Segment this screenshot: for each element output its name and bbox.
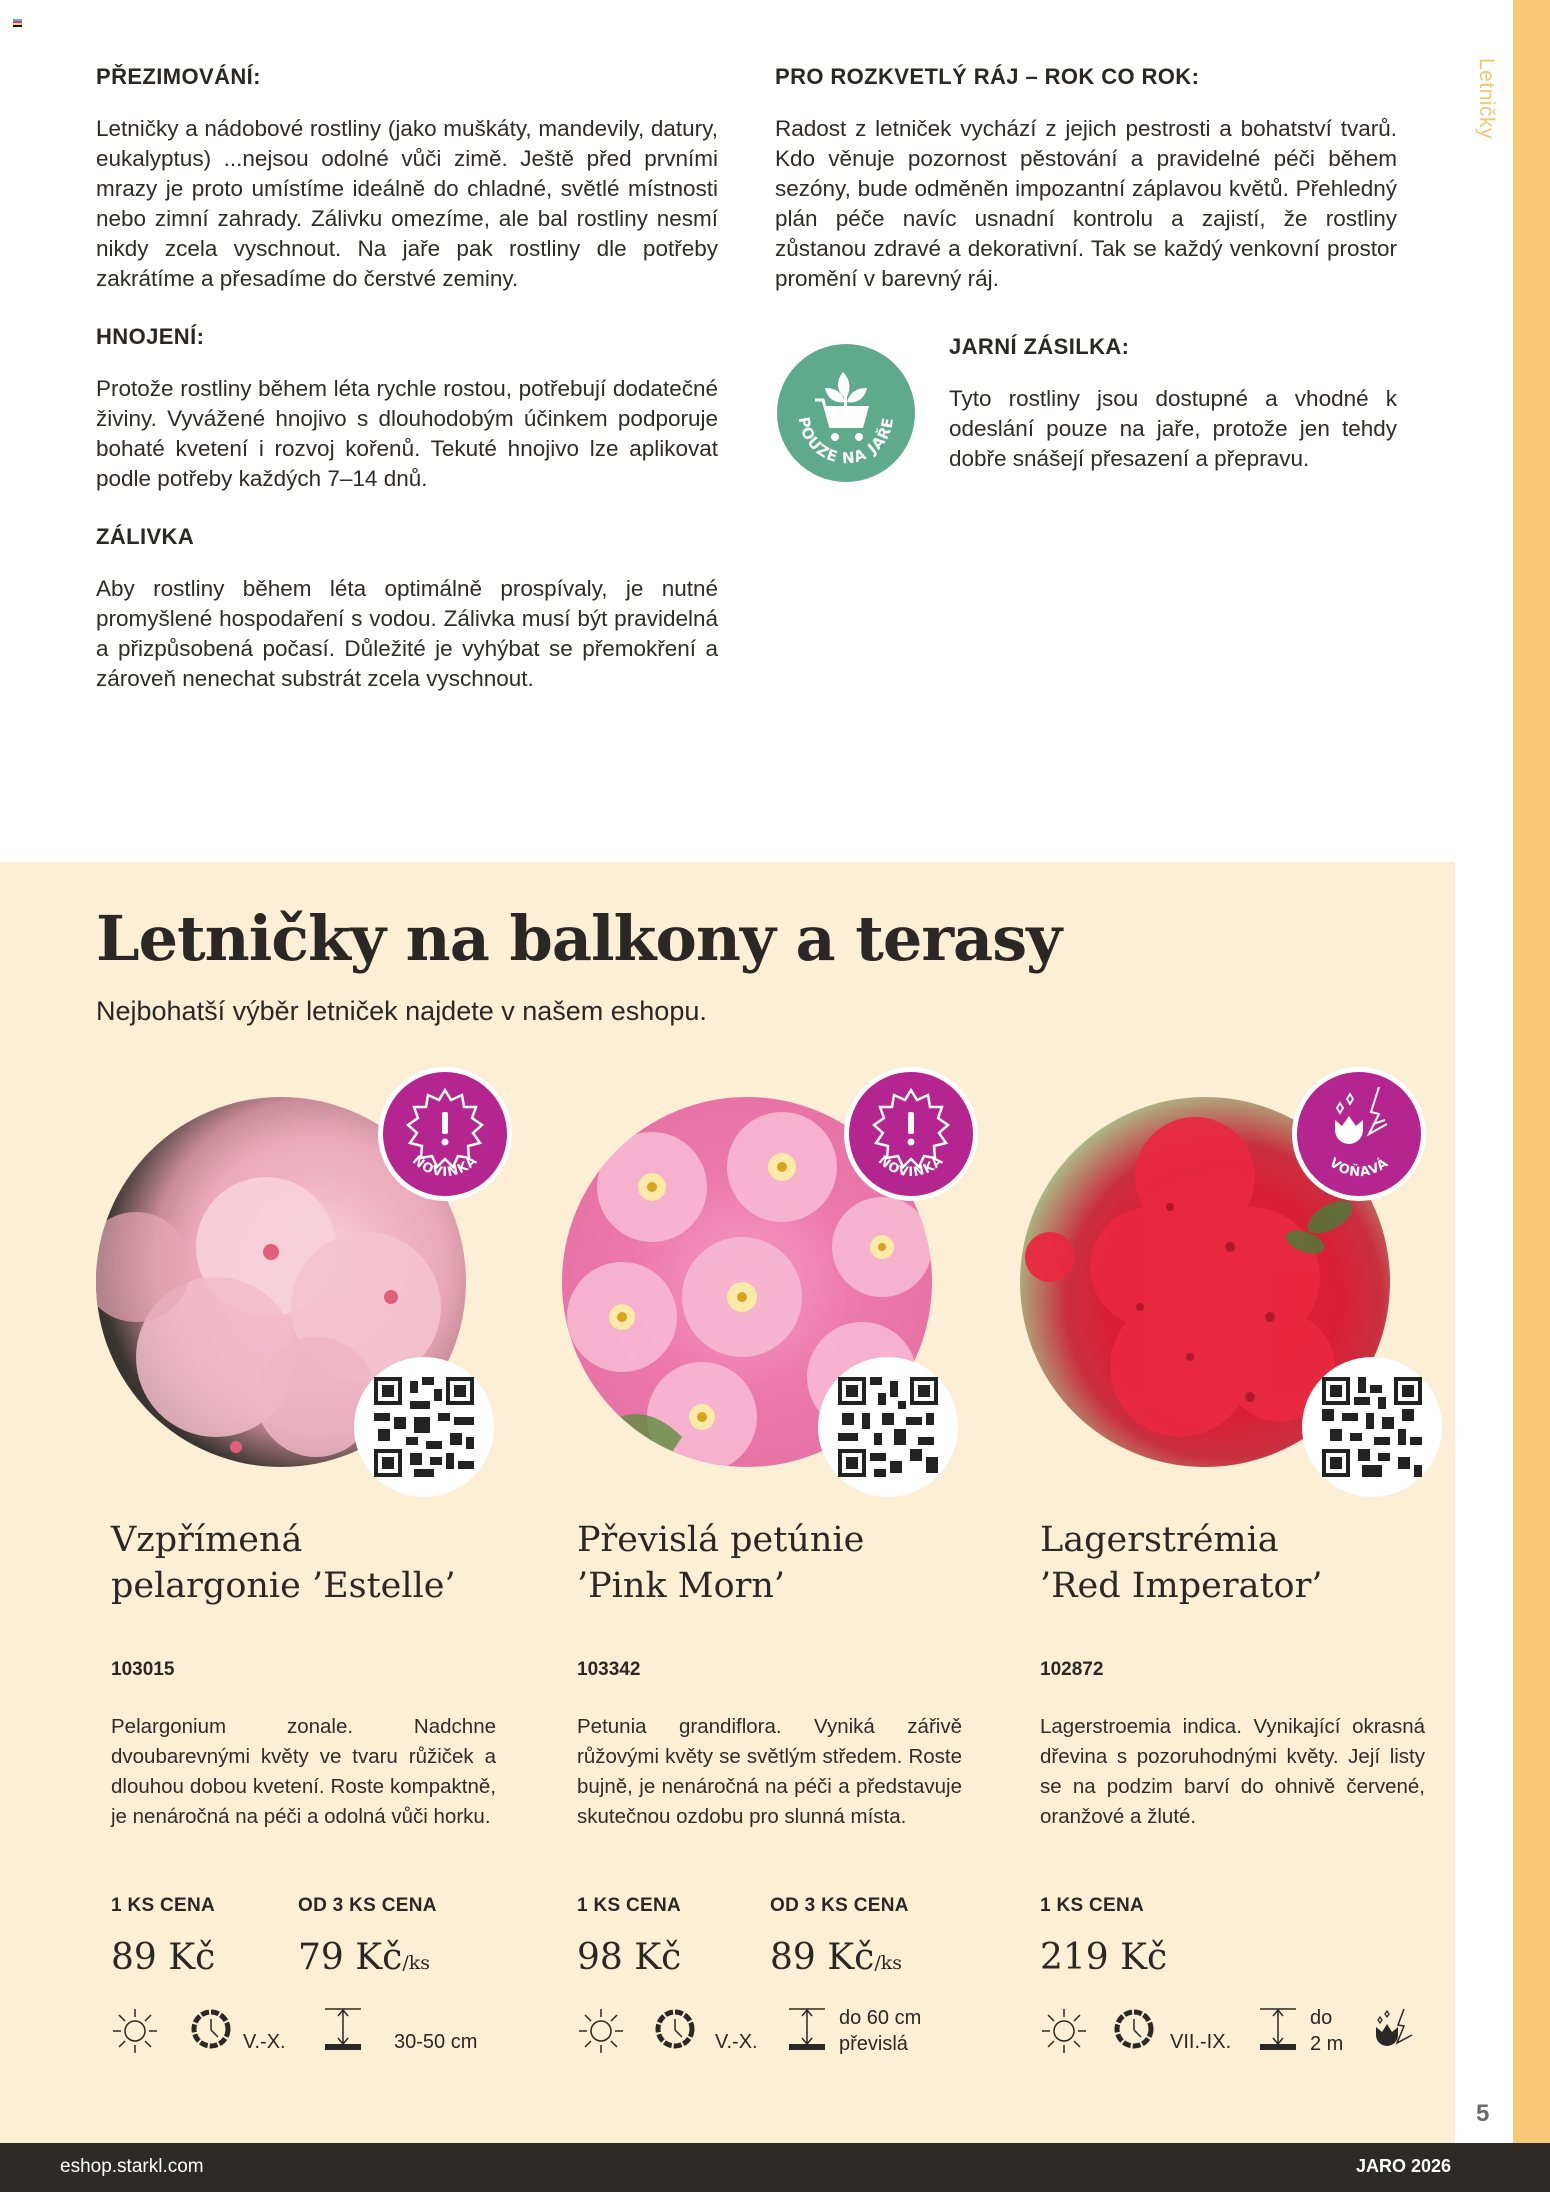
plant-height: 30-50 cm — [394, 2031, 478, 2053]
product-name — [111, 1517, 511, 1609]
watering-text: Aby rostliny během léta optimálně prospívaly, je nutné promyšlené hospodaření s vodou. Zálivka musí být pravidelná a přizpůsobená počasí. Důležité je vyhýbat se přemokření a zároveň nenechat substrát zcela vyschnout. — [96, 576, 718, 691]
price-single-label: 1 KS CENA — [1040, 1895, 1145, 1916]
plant-height: 2 m — [1310, 2033, 1344, 2055]
new-badge — [378, 1067, 512, 1201]
fertilizing-heading: HNOJENÍ: — [96, 324, 205, 349]
price-bulk-value: 89 Kč/ks — [770, 1937, 902, 1978]
plant-height: do 60 cm — [839, 2007, 922, 2029]
overwintering-block — [96, 64, 718, 294]
plant-height-icon — [787, 2007, 827, 2051]
overwintering-text: Letničky a nádobové rostliny (jako muškáty, mandevily, datury, eukalyptus) ...nejsou odolné vůči zimě. Ještě před prvními mrazy je proto umístíme ideálně do chladné, světlé místnosti nebo zimní zahrady. Zálivku omezíme, ale bal rostliny nesmí nikdy zcela vyschnout. Na jaře pak rostliny dle potřeby zakrátíme a přesadíme do čerstvé zeminy. — [96, 116, 718, 291]
qr-code-icon — [838, 1377, 938, 1477]
price-bulk — [298, 1895, 437, 1978]
fragrance-icon — [1297, 1072, 1421, 1196]
product-code: 102872 — [1040, 1659, 1104, 1680]
price-single-value: 98 Kč — [577, 1937, 682, 1978]
product-name-line2: ’Red Imperator’ — [1040, 1566, 1323, 1606]
price-single-label: 1 KS CENA — [111, 1895, 216, 1916]
product-name — [1040, 1517, 1440, 1609]
plant-height-prefix: do — [1310, 2007, 1333, 2029]
care-section — [0, 0, 1455, 862]
full-sun-icon — [111, 2007, 159, 2055]
product-description: Lagerstroemia indica. Vynikající okrasná dřevina s pozoruhodnými květy. Její listy se na podzim barví do ohnivě červené, oranžové a žluté. — [1040, 1715, 1425, 1828]
watering-block — [96, 524, 718, 694]
fertilizing-text: Protože rostliny během léta rychle rostou, potřebují dodatečné živiny. Vyvážené hnojivo s dlouhodobým účinkem podporuje bohaté kvetení i rozvoj kořenů. Tekuté hnojivo lze aplikovat podle potřeby každých 7–14 dnů. — [96, 376, 718, 491]
price-single-value: 89 Kč — [111, 1937, 216, 1978]
promo-section — [0, 862, 1455, 2143]
footer-eshop-link[interactable]: eshop.starkl.com — [60, 2156, 204, 2177]
product-code: 103015 — [111, 1659, 175, 1680]
fragrance-icon — [1370, 2007, 1416, 2053]
qr-code-icon — [1322, 1377, 1422, 1477]
spring-only-badge — [777, 344, 915, 482]
page-number: 5 — [1476, 2100, 1490, 2127]
product-card — [96, 1067, 516, 2127]
plant-height-icon — [1258, 2007, 1298, 2051]
plant-habit: převislá — [839, 2033, 908, 2055]
product-description: Petunia grandiflora. Vyniká zářivě růžovými květy se světlým středem. Roste bujně, je nenáročná na péči a představuje skutečnou ozdobu pro slunná místa. — [577, 1715, 962, 1828]
full-sun-icon — [1040, 2007, 1088, 2055]
spring-shipment-text-block — [949, 334, 1397, 504]
qr-code-link[interactable] — [818, 1357, 958, 1497]
cart-plant-icon — [777, 344, 915, 482]
product-name-line2: ’Pink Morn’ — [577, 1566, 786, 1606]
spring-shipment-heading: JARNÍ ZÁSILKA: — [949, 334, 1130, 359]
price-bulk-value: 79 Kč/ks — [298, 1937, 430, 1978]
bloom-time-icon — [653, 2007, 697, 2051]
svg-text:NOVINKA: NOVINKA — [409, 1153, 481, 1181]
product-name — [577, 1517, 977, 1609]
exclamation-starburst-icon — [383, 1072, 507, 1196]
qr-code-link[interactable] — [354, 1357, 494, 1497]
product-name-line2: pelargonie ’Estelle’ — [111, 1566, 456, 1606]
price-single-value: 219 Kč — [1040, 1937, 1168, 1978]
plant-attributes — [1040, 2007, 1450, 2067]
promo-subtitle: Nejbohatší výběr letniček najdete v našem eshopu. — [96, 996, 707, 1026]
product-name-line1: Lagerstrémia — [1040, 1520, 1279, 1560]
footer — [0, 2143, 1550, 2192]
paradise-text: Radost z letniček vychází z jejich pestrosti a bohatství tvarů. Kdo věnuje pozornost pěstování a pravidelné péči během sezóny, bude odměněn impozantní záplavou květů. Přehledný plán péče navíc usnadní kontrolu a zajistí, že rostliny zůstanou zdravé a dekorativní. Tak se každý venkovní prostor promění v barevný ráj. — [775, 116, 1397, 291]
care-left-column — [96, 64, 718, 724]
price-single-label: 1 KS CENA — [577, 1895, 682, 1916]
fragrant-badge — [1292, 1067, 1426, 1201]
care-right-column — [775, 64, 1397, 324]
qr-code-icon — [374, 1377, 474, 1477]
section-label: Letničky — [1475, 58, 1498, 140]
plant-attributes — [111, 2007, 521, 2067]
bloom-months: V.-X. — [243, 2031, 286, 2053]
promo-title: Letničky na balkony a terasy — [96, 902, 1062, 975]
price-bulk-label: OD 3 KS CENA — [298, 1895, 437, 1916]
svg-text:VOŇAVÁ: VOŇAVÁ — [1326, 1155, 1392, 1181]
bloom-time-icon — [189, 2007, 233, 2051]
overwintering-heading: PŘEZIMOVÁNÍ: — [96, 64, 261, 89]
svg-text:POUZE NA JAŘE: POUZE NA JAŘE — [794, 415, 898, 468]
product-card — [1020, 1067, 1440, 2127]
footer-issue: JARO 2026 — [1356, 2156, 1452, 2176]
price-single — [111, 1895, 215, 1978]
watering-heading: ZÁLIVKA — [96, 524, 195, 549]
product-name-line1: Převislá petúnie — [577, 1520, 865, 1560]
spring-shipment-text: Tyto rostliny jsou dostupné a vhodné k odeslání pouze na jaře, protože jen tehdy dobře snášejí přesazení a přepravu. — [949, 386, 1397, 471]
bloom-months: VII.-IX. — [1170, 2031, 1232, 2053]
price-single — [1040, 1895, 1167, 1978]
plant-height-icon — [323, 2007, 363, 2051]
full-sun-icon — [577, 2007, 625, 2055]
qr-code-link[interactable] — [1302, 1357, 1442, 1497]
product-description: Pelargonium zonale. Nadchne dvoubarevnými květy ve tvaru růžiček a dlouhou dobou kvetení. Roste kompaktně, je nenáročná na péči a odolná vůči horku. — [111, 1715, 496, 1828]
plant-attributes — [577, 2007, 987, 2067]
spring-shipment-block — [775, 334, 1397, 494]
fertilizing-block — [96, 324, 718, 494]
price-bulk-label: OD 3 KS CENA — [770, 1895, 909, 1916]
price-bulk — [770, 1895, 909, 1978]
svg-text:NOVINKA: NOVINKA — [875, 1153, 947, 1181]
product-code: 103342 — [577, 1659, 641, 1680]
side-stripe — [1513, 0, 1550, 2143]
paradise-heading: PRO ROZKVETLÝ RÁJ – ROK CO ROK: — [775, 64, 1200, 89]
product-card — [562, 1067, 982, 2127]
exclamation-starburst-icon — [849, 1072, 973, 1196]
product-name-line1: Vzpřímená — [111, 1520, 303, 1560]
bloom-time-icon — [1112, 2007, 1156, 2051]
price-single — [577, 1895, 681, 1978]
bloom-months: V.-X. — [715, 2031, 758, 2053]
new-badge — [844, 1067, 978, 1201]
